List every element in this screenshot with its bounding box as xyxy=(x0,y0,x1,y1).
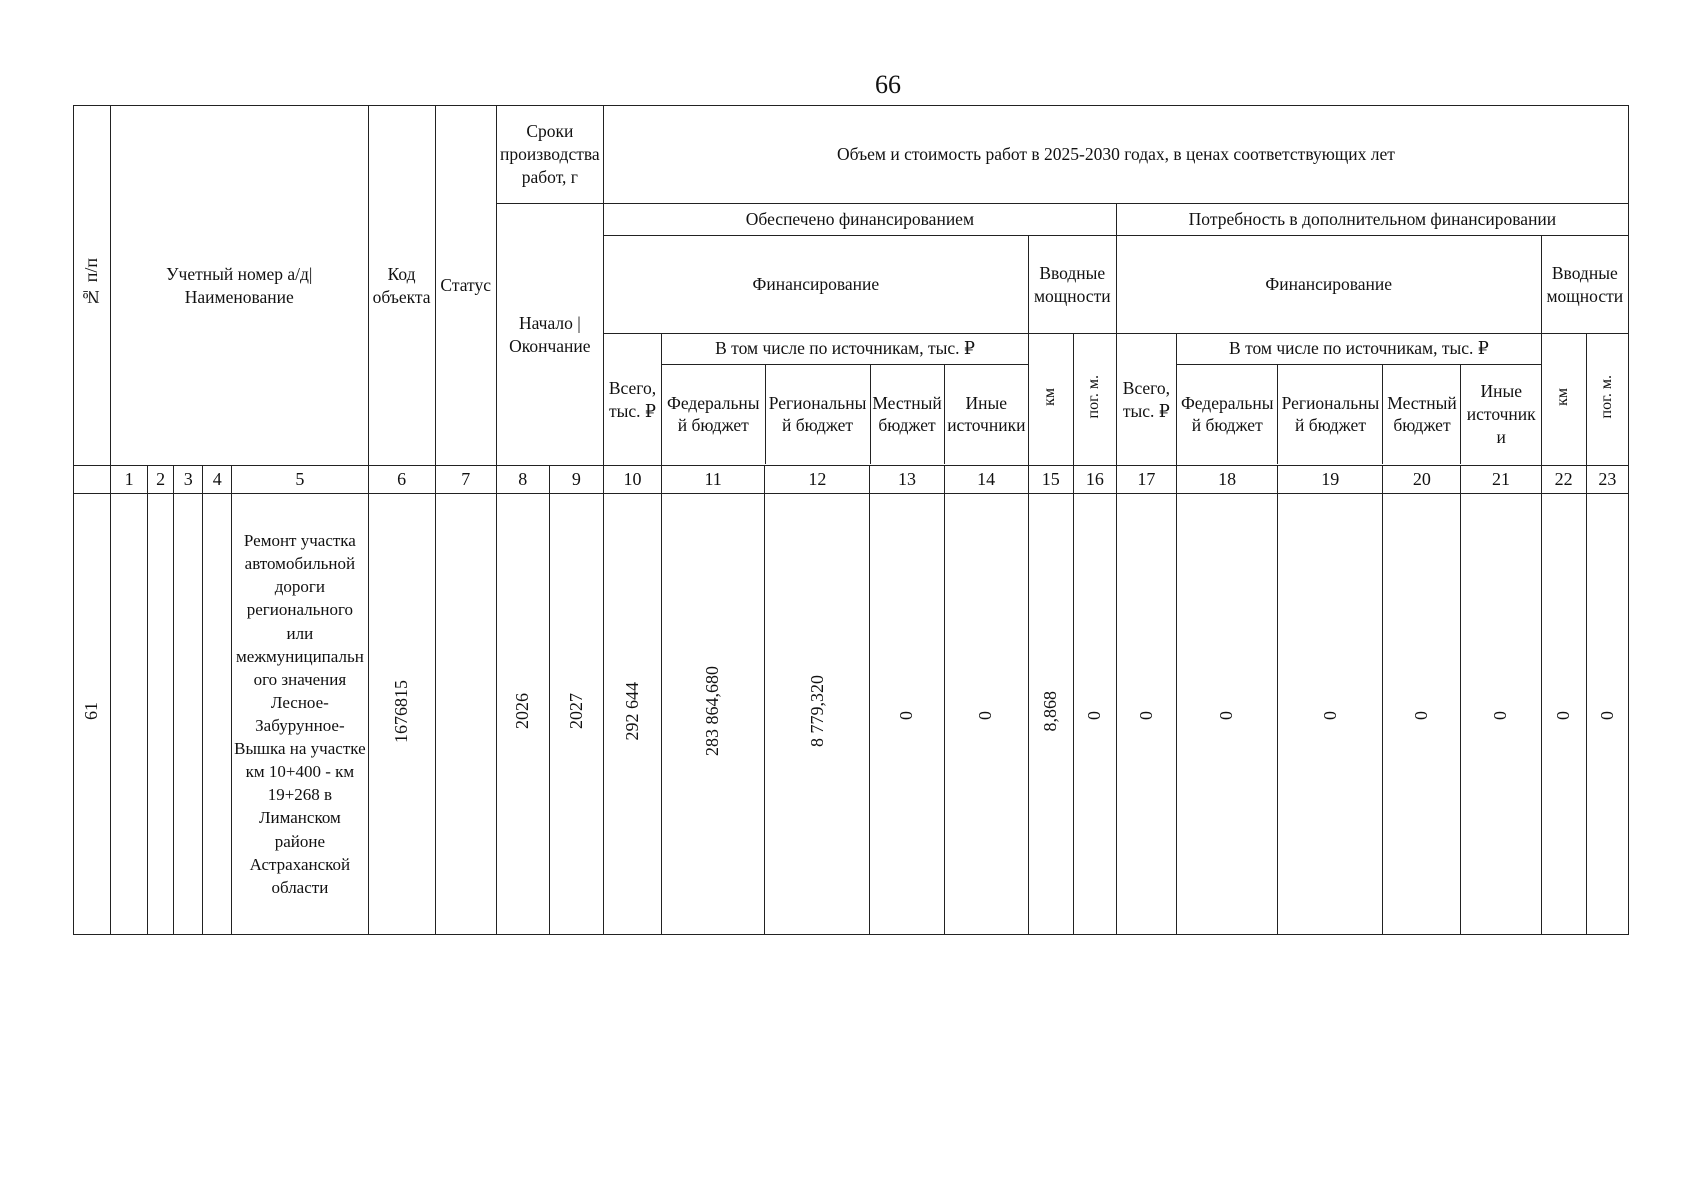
header-terms: Сроки производства работ, г xyxy=(496,106,603,204)
column-number: 21 xyxy=(1461,466,1541,494)
cell-secured-federal: 283 864,680 xyxy=(662,494,765,935)
header-secured-other: Иные источники xyxy=(947,392,1026,436)
cell-secured-local: 0 xyxy=(870,494,944,935)
cell-needed-total: 0 xyxy=(1116,494,1176,935)
cell-npp: 61 xyxy=(74,494,111,935)
header-secured-pog-m: пог. м. xyxy=(1073,334,1116,466)
header-needed-km: км xyxy=(1541,334,1586,466)
column-number: 6 xyxy=(368,466,435,494)
header-secured-total: Всего, тыс. ₽ xyxy=(603,334,661,466)
column-number: 12 xyxy=(765,466,870,494)
cell-status xyxy=(435,494,496,935)
header-needed: Потребность в дополнительном финансировании xyxy=(1116,204,1628,236)
cell-secured-regional: 8 779,320 xyxy=(765,494,870,935)
cell-col-1 xyxy=(111,494,148,935)
cell-needed-local: 0 xyxy=(1383,494,1461,935)
cell-col-2 xyxy=(148,494,174,935)
header-secured-capacity: Вводные мощности xyxy=(1028,236,1116,334)
column-number: 3 xyxy=(174,466,203,494)
cell-object-name: Ремонт участка автомобильной дороги регионального или межмуниципального значения Лесное-Забурунное-Вышка на участке км 10+400 - км 19+268 в Лиманском районе Астраханской области xyxy=(232,494,368,935)
cell-secured-other: 0 xyxy=(944,494,1028,935)
column-number: 2 xyxy=(148,466,174,494)
header-secured: Обеспечено финансированием xyxy=(603,204,1116,236)
cell-needed-federal: 0 xyxy=(1176,494,1277,935)
header-needed-capacity: Вводные мощности xyxy=(1541,236,1628,334)
header-secured-financing: Финансирование xyxy=(603,236,1028,334)
table-row xyxy=(74,494,1629,935)
column-number: 17 xyxy=(1116,466,1176,494)
works-table xyxy=(73,105,1629,935)
column-number: 7 xyxy=(435,466,496,494)
cell-needed-km: 0 xyxy=(1541,494,1586,935)
header-needed-local: Местный бюджет xyxy=(1383,364,1461,464)
column-numbers-row xyxy=(74,466,1629,494)
cell-col-4 xyxy=(203,494,232,935)
column-number: 19 xyxy=(1278,466,1383,494)
needed-sources-title: В том числе по источникам, тыс. ₽ xyxy=(1177,334,1541,364)
header-terms-sub: Начало | Окончание xyxy=(496,204,603,466)
column-number: 11 xyxy=(662,466,765,494)
column-number: 9 xyxy=(549,466,603,494)
column-number: 13 xyxy=(870,466,944,494)
column-number: 8 xyxy=(496,466,549,494)
header-volume: Объем и стоимость работ в 2025-2030 годах, в ценах соответствующих лет xyxy=(603,106,1628,204)
header-secured-sources xyxy=(662,334,1029,466)
column-number: 18 xyxy=(1176,466,1277,494)
header-needed-sources xyxy=(1176,334,1541,466)
header-needed-other: Иные источники xyxy=(1466,381,1536,447)
column-number: 16 xyxy=(1073,466,1116,494)
column-number: 20 xyxy=(1383,466,1461,494)
cell-secured-pog-m: 0 xyxy=(1073,494,1116,935)
cell-object-code: 1676815 xyxy=(368,494,435,935)
header-npp: № п/п xyxy=(74,106,111,466)
header-secured-km: км xyxy=(1028,334,1073,466)
secured-sources-title: В том числе по источникам, тыс. ₽ xyxy=(662,334,1028,364)
header-needed-federal: Федеральный бюджет xyxy=(1177,364,1278,464)
cell-secured-km: 8,868 xyxy=(1028,494,1073,935)
header-secured-local: Местный бюджет xyxy=(870,364,944,464)
column-number-blank xyxy=(74,466,111,494)
cell-secured-total: 292 644 xyxy=(603,494,661,935)
cell-start-year: 2026 xyxy=(496,494,549,935)
header-needed-regional: Региональный бюджет xyxy=(1278,364,1383,464)
cell-col-3 xyxy=(174,494,203,935)
header-code: Код объекта xyxy=(368,106,435,466)
cell-needed-regional: 0 xyxy=(1278,494,1383,935)
cell-needed-pog-m: 0 xyxy=(1586,494,1628,935)
column-number: 22 xyxy=(1541,466,1586,494)
header-secured-regional: Региональный бюджет xyxy=(765,364,870,464)
column-number: 15 xyxy=(1028,466,1073,494)
page-number: 66 xyxy=(875,70,901,99)
header-secured-federal: Федеральный бюджет xyxy=(662,364,765,464)
cell-needed-other: 0 xyxy=(1461,494,1541,935)
column-number: 4 xyxy=(203,466,232,494)
header-needed-financing: Финансирование xyxy=(1116,236,1541,334)
cell-end-year: 2027 xyxy=(549,494,603,935)
column-number: 1 xyxy=(111,466,148,494)
header-status: Статус xyxy=(435,106,496,466)
column-number: 10 xyxy=(603,466,661,494)
header-needed-total: Всего, тыс. ₽ xyxy=(1116,334,1176,466)
header-needed-pog-m: пог. м. xyxy=(1586,334,1628,466)
header-name: Учетный номер а/д| Наименование xyxy=(111,106,368,466)
column-number: 5 xyxy=(232,466,368,494)
column-number: 23 xyxy=(1586,466,1628,494)
column-number: 14 xyxy=(944,466,1028,494)
